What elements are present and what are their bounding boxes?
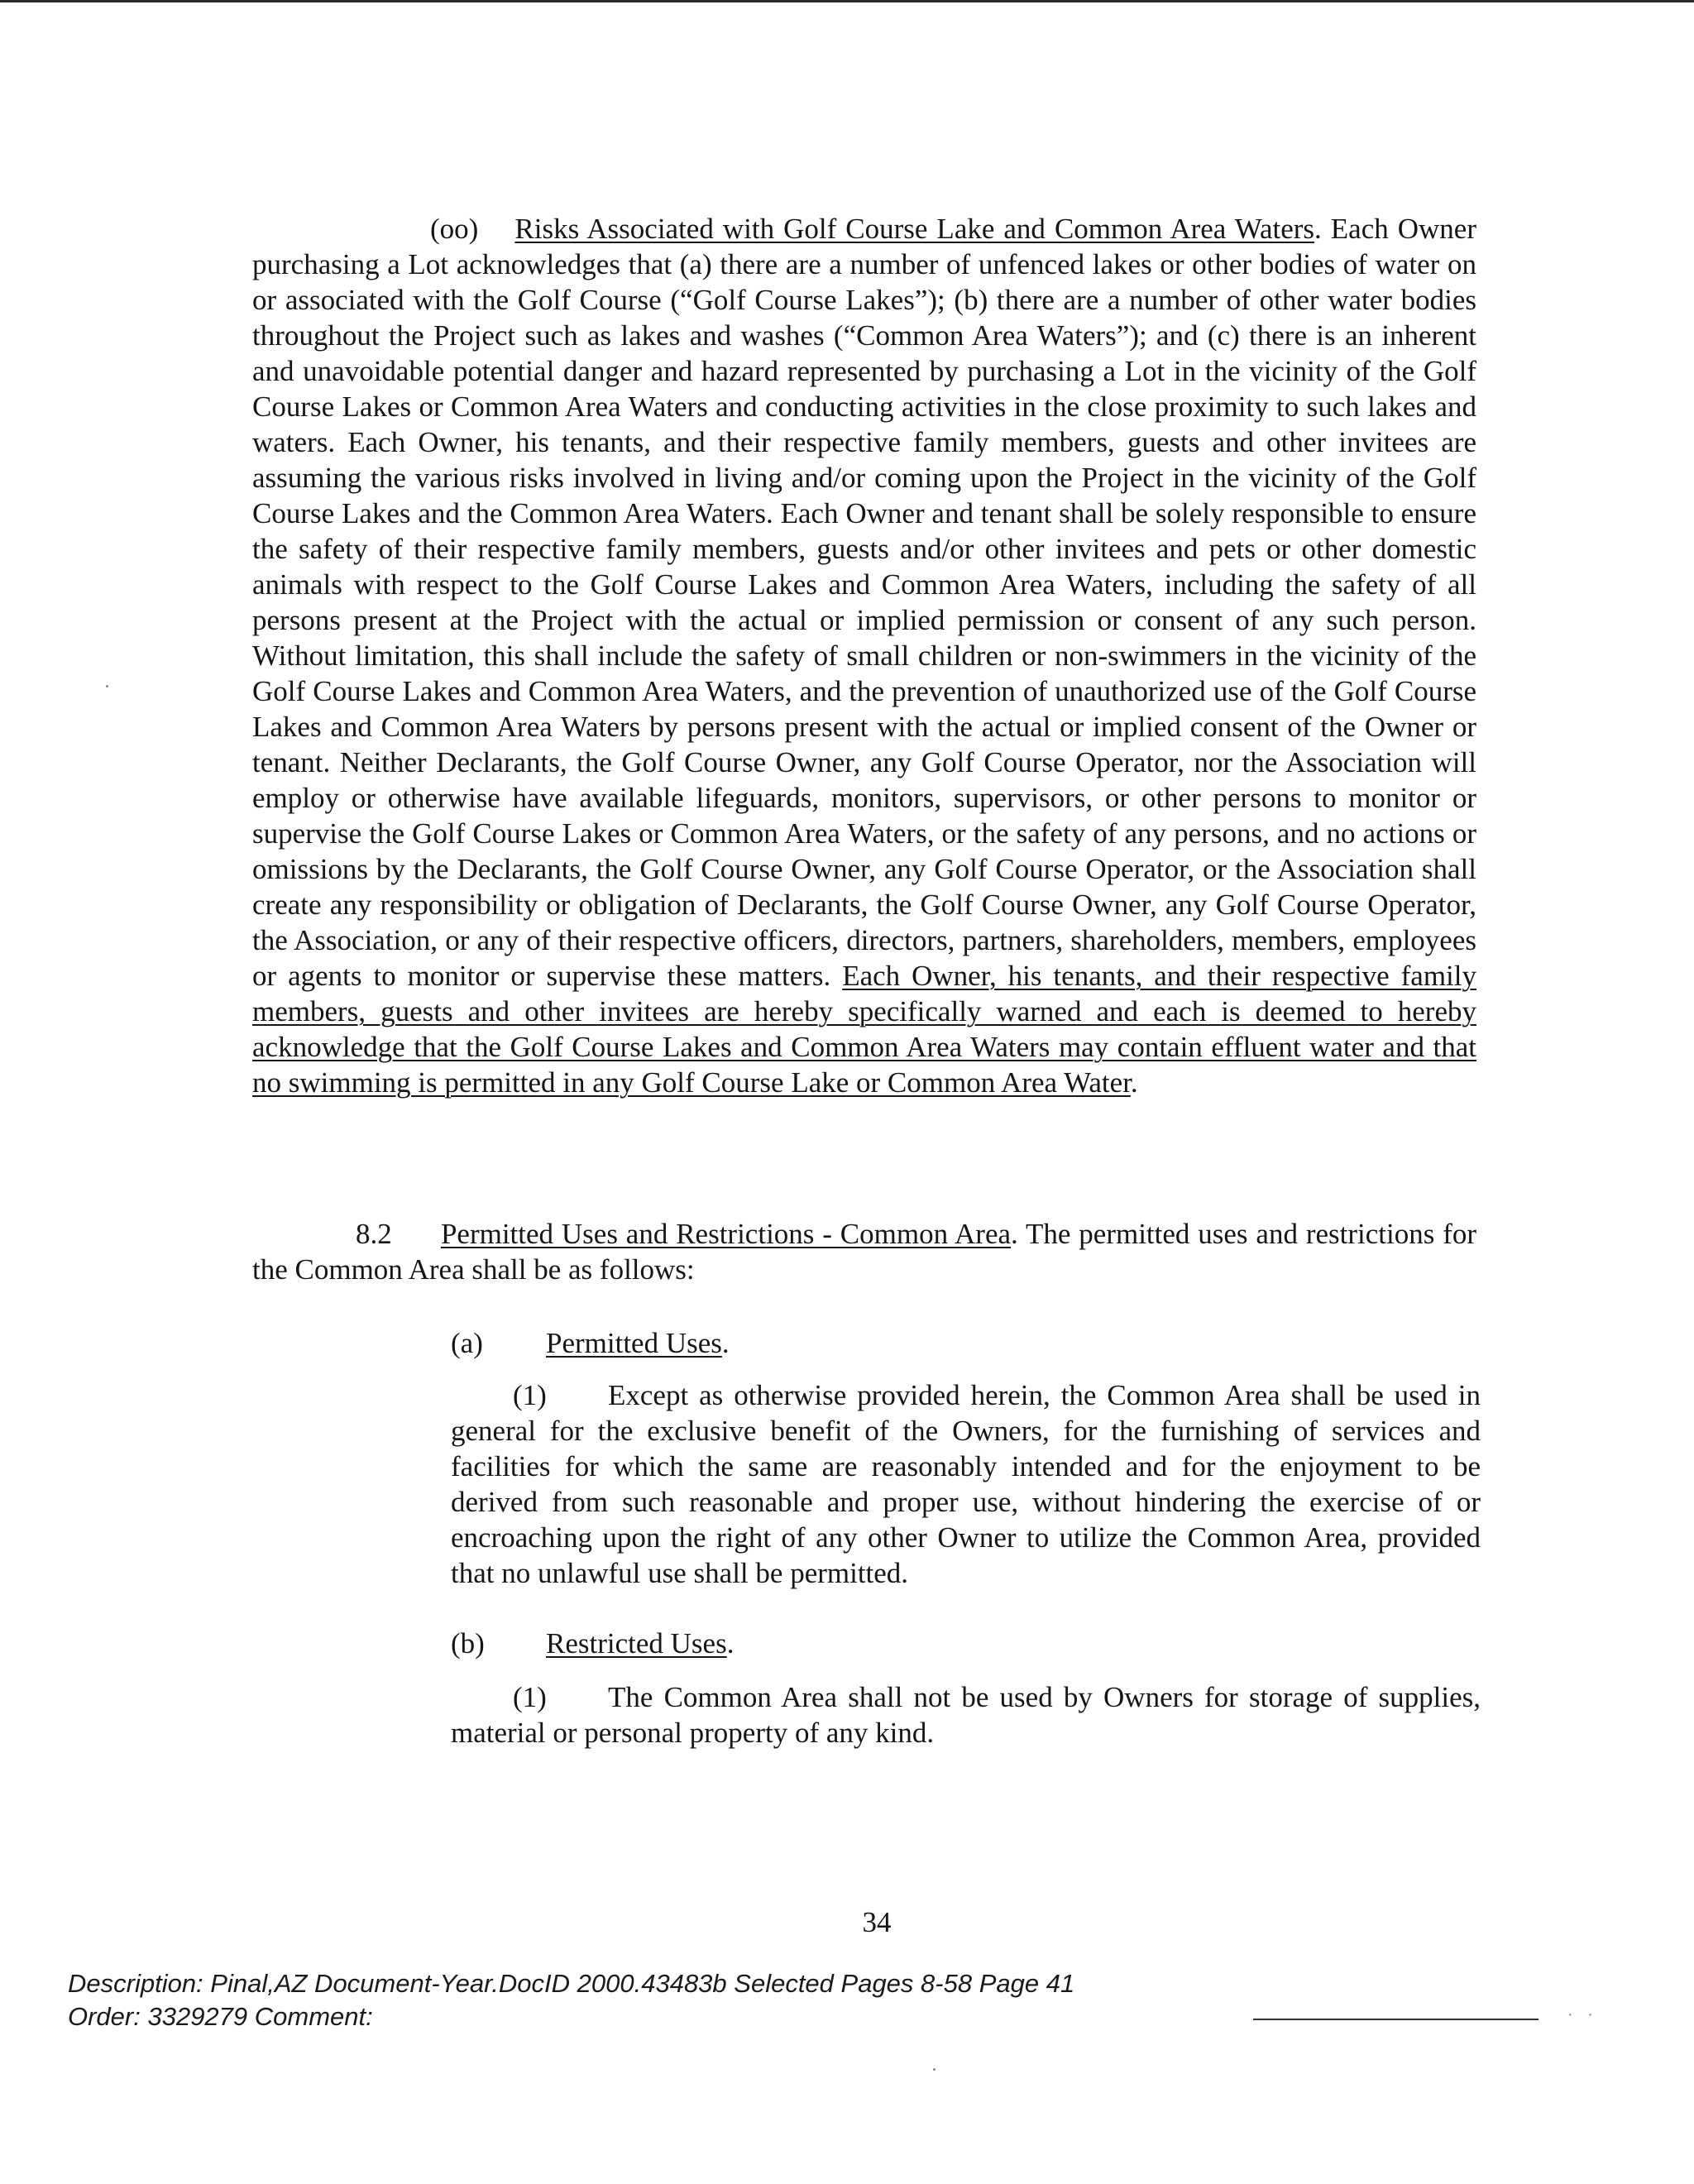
item-text: Except as otherwise provided herein, the Common Area shall be used in general for the exclusive benefit of the Owners, for the furnishing of services and facilities for which the same are reasonably intended and for the enjoyment to be derived from such reasonable and proper use, without hindering the exercise of or encroaching upon the right of any other Owner to utilize the Common Area, provided that no unlawful use shall be permitted. <box>451 1379 1481 1589</box>
subsection-b-heading <box>451 1626 734 1661</box>
paragraph-label: (oo) <box>430 213 479 245</box>
footer-signature-line <box>1253 2019 1538 2020</box>
section-heading: Permitted Uses and Restrictions - Common Area <box>440 1218 1012 1250</box>
subsection-title-end: . <box>721 1327 730 1359</box>
subsection-b-item-1 <box>451 1679 1481 1751</box>
footer-description: Description: Pinal,AZ Document-Year.DocID 2000.43483b Selected Pages 8-58 Page 41 <box>68 1969 1075 1998</box>
item-text: The Common Area shall not be used by Owners for storage of supplies, material or personal property of any kind. <box>451 1681 1481 1749</box>
subsection-a-item-1 <box>451 1377 1481 1591</box>
section-number: 8.2 <box>356 1218 392 1250</box>
subsection-a-heading <box>451 1325 730 1361</box>
subsection-title: Restricted Uses <box>546 1627 727 1660</box>
subsection-title-end: . <box>726 1627 735 1660</box>
scan-speck <box>106 685 108 687</box>
scan-speck <box>933 2068 936 2071</box>
paragraph-body: . Each Owner purchasing a Lot acknowledges that (a) there are a number of unfenced lakes or other bodies of water on or associated with the Golf Course (“Golf Course Lakes”); (b) there are a number of other water bodies throughout the Project such as lakes and washes (“Common Area Waters”); and (c) there is an inherent and unavoidable potential danger and hazard represented by purchasing a Lot in the vicinity of the Golf Course Lakes or Common Area Waters and conducting activities in the close proximity to such lakes and waters. Each Owner, his tenants, and their respective family members, guests and other invitees are assuming the various risks involved in living and/or coming upon the Project in the vicinity of the Golf Course Lakes and the Common Area Waters. Each Owner and tenant shall be solely responsible to ensure the safety of their respective family members, guests and/or other invitees and pets or other domestic animals with respect to the Golf Course Lakes and Common Area Waters, including the safety of all persons present at the Project with the actual or implied permission or consent of any such person. Without limitation, this shall include the safety of small children or non-swimmers in the vicinity of the Golf Course Lakes and Common Area Waters, and the prevention of unauthorized use of the Golf Course Lakes and Common Area Waters by persons present with the actual or implied consent of the Owner or tenant. Neither Declarants, the Golf Course Owner, any Golf Course Operator, nor the Association will employ or otherwise have available lifeguards, monitors, supervisors, or other persons to monitor or supervise the Golf Course Lakes or Common Area Waters, or the safety of any persons, and no actions or omissions by the Declarants, the Golf Course Owner, any Golf Course Operator, or the Association shall create any responsibility or obligation of Declarants, the Golf Course Owner, any Golf Course Operator, the Association, or any of their respective officers, directors, partners, shareholders, members, employees or agents to monitor or supervise these matters. <box>252 213 1476 992</box>
item-number: (1) <box>513 1379 547 1411</box>
page-number: 34 <box>862 1906 892 1938</box>
item-number: (1) <box>513 1681 547 1713</box>
page-top-border <box>0 0 1694 2</box>
subsection-letter: (a) <box>451 1327 483 1359</box>
paragraph-end: . <box>1130 1066 1138 1099</box>
footer-dots: · · <box>1567 2005 1598 2024</box>
footer-order: Order: 3329279 Comment: <box>68 2002 373 2031</box>
subsection-letter: (b) <box>451 1627 485 1660</box>
paragraph-oo <box>252 211 1476 1100</box>
subsection-title: Permitted Uses <box>546 1327 722 1359</box>
document-footer <box>68 1967 1074 2033</box>
paragraph-heading: Risks Associated with Golf Course Lake and Common Area Waters <box>514 213 1315 245</box>
underlined-warning: Each Owner, his tenants, and their respective family members, guests and other invitees are hereby specifically warned and each is deemed to hereby acknowledge that the Golf Course Lakes and Common Area Waters may contain effluent water and that no swimming is permitted in any Golf Course Lake or Common Area Water <box>252 960 1477 1099</box>
section-8-2 <box>252 1216 1476 1287</box>
section-body: . The permitted uses and restrictions for the Common Area shall be as follows: <box>252 1218 1477 1286</box>
